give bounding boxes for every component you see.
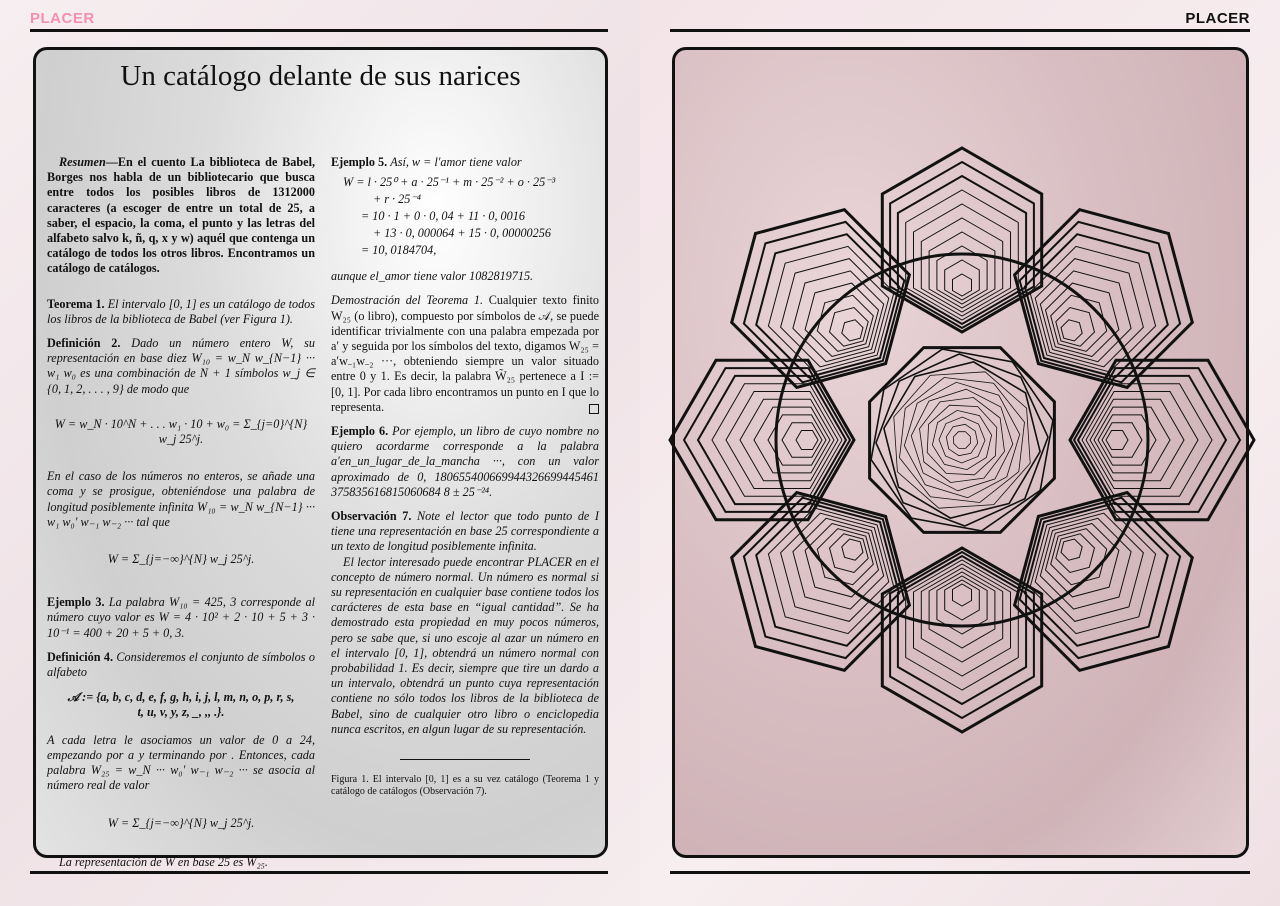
nested-cell bbox=[1025, 234, 1168, 377]
nested-cell bbox=[1046, 524, 1119, 597]
center-nested bbox=[900, 378, 1025, 503]
equation: W = w_N · 10^N + . . . w₁ · 10 + w₀ = Σ_{j=0}^{N} w_j 25^j. bbox=[54, 416, 308, 447]
nested-cell bbox=[1102, 423, 1142, 458]
example-6: Ejemplo 6. Por ejemplo, un libro de cuyo nombre no quiero acordarme corresponde a la palabra a′en_un_lugar_de_la_mancha ···, con un valor aproximado de 0, 180655400669944326699445461 375835616815060684 8 ± 25⁻²⁴. bbox=[331, 424, 600, 499]
nested-cell bbox=[793, 518, 884, 609]
nested-cell bbox=[805, 283, 878, 356]
paragraph: aunque el_amor tiene valor 1082819715. bbox=[331, 269, 534, 284]
paragraph: A cada letra le asociamos un valor de 0 a 24, empezando por a y terminando por . Entonces, cada palabra W₂₅ = w_N ··· w₀′ w₋₁ w₋₂ ··· se asocia al número real de valor bbox=[47, 732, 315, 793]
center-octagon bbox=[870, 348, 1055, 533]
header-left-logo: PLACER bbox=[30, 10, 95, 27]
center-nested bbox=[894, 372, 1030, 508]
nested-cell bbox=[756, 234, 899, 377]
nested-cell bbox=[805, 524, 878, 597]
nested-cell bbox=[1061, 320, 1082, 341]
center-nested bbox=[920, 398, 1005, 483]
nested-cell bbox=[945, 580, 980, 620]
abstract: Resumen—En el cuento La biblioteca de Babel, Borges nos habla de un bibliotecario que busca entre todos los posibles libros de 1312000 caracteres (a escoger de entre un total de 25, a saber, el espacio, la coma, el punto y las letras del alfabeto salvo k, ñ, q, x y w) aquél que contenga un catálogo de todos los otros libros. Encontramos un catálogo de catálogos. bbox=[47, 155, 315, 276]
nested-cell bbox=[793, 271, 884, 362]
nested-cell bbox=[1046, 283, 1119, 356]
center-nested bbox=[939, 417, 985, 463]
center-nested bbox=[932, 410, 991, 469]
theorem-1: Teorema 1. El intervalo [0, 1] es un catálogo de todos los libros de la biblioteca de Babel (ver Figura 1). bbox=[47, 296, 315, 326]
center-nested bbox=[871, 349, 1053, 531]
nested-cell bbox=[953, 274, 972, 296]
equation-block: W = l · 25⁰ + a · 25⁻¹ + m · 25⁻² + o · 25⁻³ + r · 25⁻⁴ = 10 · 1 + 0 · 0, 04 + 11 · 0, 0016 + 13 · 0, 000064 + 15 · 0, 00000256 = 10, 0184704, bbox=[343, 175, 556, 258]
nested-cell bbox=[1051, 529, 1107, 585]
article-title: Un catálogo delante de sus narices bbox=[120, 60, 521, 92]
paragraph: El lector interesado puede encontrar PLACER en el concepto de número normal. Un número es normal si su representación en cualquier base contiene todos los carácteres de esta base en “igual cantidad”. Se ha demostrado esta propiedad en muy pocos números, pero se sabe que, si uno escoje al azar un número en el intervalo [0, 1], obtendrá un número normal con probabilidad 1. Es decir, siempre que tire un dardo a un intervalo, obtendrá un punto cuya representación contiene no sólo todos los libros de la biblioteca de Babel, sino de cualquier otro libro o enciclopedia nunca escritos, en algun lugar de su representación. bbox=[331, 554, 599, 736]
center-nested bbox=[904, 382, 1019, 497]
nested-cell bbox=[817, 529, 873, 585]
nested-cell bbox=[1106, 431, 1128, 450]
center-nested bbox=[911, 389, 1013, 491]
nested-cell bbox=[929, 232, 995, 308]
header-right-logo: PLACER bbox=[1185, 10, 1250, 27]
paragraph: La representación de W en base 25 es W₂₅. bbox=[59, 854, 268, 869]
outer-circle bbox=[776, 254, 1148, 626]
nested-cell bbox=[782, 423, 822, 458]
alphabet-equation: 𝒜 := {a, b, c, d, e, f, g, h, i, j, l, m, n, o, p, r, s, t, u, v, y, z, _, ,, .}. bbox=[67, 690, 295, 720]
center-nested bbox=[884, 362, 1040, 518]
nested-cell bbox=[1061, 539, 1082, 560]
definition-2: Definición 2. Dado un número entero W, su representación en base diez W₁₀ = w_N w_{N−1} ··· w₁ w₀ es una combinación de N + 1 símbolos w_j ∈ {0, 1, 2, . . . , 9} de modo que bbox=[47, 336, 316, 396]
proof: Demostración del Teorema 1. Cualquier texto finito W₂₅ (o libro), compuesto por símbolos de 𝒜, se puede identificar trivialmente con una palabra empezada por a′ y seguida por los símbolos del texto, digamos W₂₅ = a′w₋₁w₋₂ ···, obteniendo siempre un valor situado entre 0 y 1. Es decir, la palabra W̃₂₅ pertenece a I := [0, 1]. Por cada libro encontramos un punto en I que lo representa. bbox=[331, 293, 599, 414]
equation: W = Σ_{j=−∞}^{N} w_j 25^j. bbox=[107, 815, 255, 830]
definition-4: Definición 4. Consideremos el conjunto de símbolos o alfabeto bbox=[47, 649, 315, 680]
center-nested bbox=[954, 432, 971, 449]
nested-cell bbox=[1025, 503, 1168, 646]
example-3: Ejemplo 3. La palabra W₁₀ = 425, 3 corresponde al número cuyo valor es W = 4 · 10² + 2 · 10 + 5 + 3 · 10⁻¹ = 400 + 20 + 5 + 0, 3. bbox=[47, 595, 315, 640]
example-5: Ejemplo 5. Así, w = l′amor tiene valor bbox=[331, 155, 522, 169]
nested-cell bbox=[953, 584, 972, 606]
nested-cell bbox=[796, 431, 818, 450]
nested-cell bbox=[754, 407, 830, 473]
nested-cell bbox=[1051, 295, 1107, 351]
center-nested bbox=[927, 405, 997, 475]
nested-cell bbox=[842, 539, 863, 560]
equation: W = Σ_{j=−∞}^{N} w_j 25^j. bbox=[107, 552, 255, 567]
nested-cell bbox=[945, 260, 980, 300]
nested-cell bbox=[842, 320, 863, 341]
observation-7: Observación 7. Note el lector que todo punto de I tiene una representación en base 25 correspondiente a un texto de longitud posiblemente infinita. bbox=[331, 509, 599, 554]
nested-cell bbox=[1040, 518, 1131, 609]
nested-cell bbox=[817, 295, 873, 351]
nested-cell bbox=[1094, 407, 1170, 473]
nested-cell bbox=[929, 572, 995, 648]
nested-cell bbox=[756, 503, 899, 646]
paragraph: En el caso de los números no enteros, se añade una coma y se prosigue, obteniéndose una palabra de longitud posiblemente infinita W₁₀ = w_N w_{N−1} ··· w₁ w₀′ w₋₁ w₋₂ ··· tal que bbox=[47, 469, 315, 529]
figure-caption: Figura 1. El intervalo [0, 1] es a su vez catálogo (Teorema 1 y catálogo de catálogos (Observación 7). bbox=[331, 774, 599, 798]
nested-cell bbox=[1040, 271, 1131, 362]
center-nested bbox=[946, 424, 977, 455]
